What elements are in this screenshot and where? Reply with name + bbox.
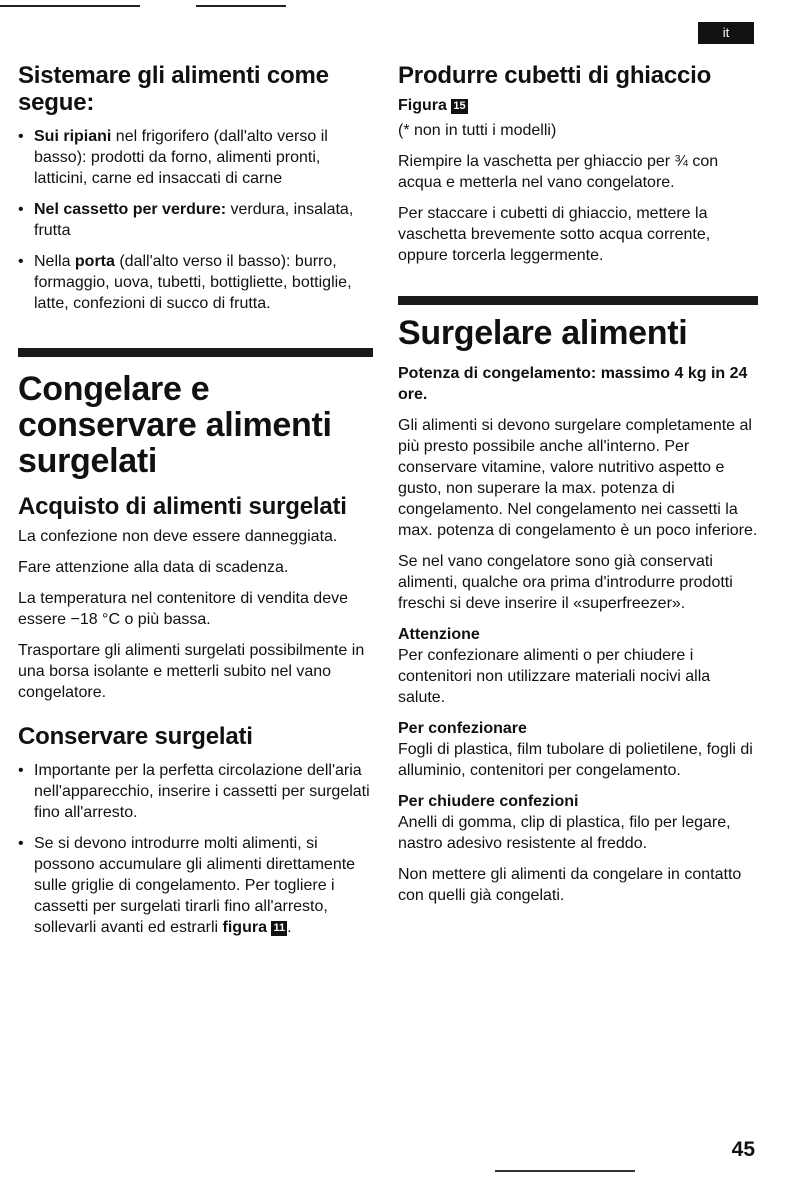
item-text: (dall'alto verso il basso): burro, formaggio, uova, tubetti, bottigliette, bottiglie, latte, confezioni di succo di frutta. xyxy=(34,253,352,312)
list-item xyxy=(18,833,373,938)
paragraph: La confezione non deve essere danneggiata. xyxy=(18,528,338,545)
paragraph: La temperatura nel contenitore di vendita deve essere −18 °C o più bassa. xyxy=(18,590,348,628)
page-number: 45 xyxy=(731,1138,755,1161)
figure-ref: figura xyxy=(222,919,267,936)
top-rule xyxy=(196,5,286,7)
model-note: (* non in tutti i modelli) xyxy=(398,122,557,139)
paragraph: Per confezionare alimenti o per chiudere i contenitori non utilizzare materiali nocivi alla salute. xyxy=(398,647,711,706)
power-title: Potenza di congelamento: massimo 4 kg in 24 ore. xyxy=(398,365,748,403)
paragraph: Se nel vano congelatore sono già conservati alimenti, qualche ora prima d'introdurre prodotti freschi si deve inserire il «superfreezer». xyxy=(398,553,733,612)
freeze-title: Surgelare alimenti xyxy=(398,314,688,352)
item-text: Se si devono introdurre molti alimenti, si possono accumulare gli alimenti direttamente sulle griglie di congelamento. Per togliere i cassetti per surgelati tirarli fino all'arresto, sollevarli avanti ed estrarli xyxy=(34,835,356,936)
figure-badge: 15 xyxy=(453,100,466,112)
section-divider xyxy=(398,296,758,305)
paragraph: Per staccare i cubetti di ghiaccio, mettere la vaschetta brevemente sotto acqua corrente, oppure torcerla leggermente. xyxy=(398,205,711,264)
item-bold: porta xyxy=(74,253,115,270)
paragraph: Gli alimenti si devono surgelare completamente al più presto possibile anche all'interno. Per conservare vitamine, valore nutritivo aspetto e gusto, non superare la max. potenza di congelamento. Nel congelamento nei cassetti la max. potenza di congelamento è un poco inferiore. xyxy=(398,417,758,539)
list-item xyxy=(18,199,373,241)
bottom-rule xyxy=(495,1170,635,1172)
right-column xyxy=(398,62,758,906)
main-title: Congelare e conservare alimenti surgelati xyxy=(18,370,332,480)
item-prefix: Nella xyxy=(34,253,75,270)
section-title-storage: Sistemare gli alimenti come segue: xyxy=(18,62,329,116)
storage-list xyxy=(18,126,373,314)
section-title-purchase: Acquisto di alimenti surgelati xyxy=(18,493,347,520)
item-text: nel frigorifero (dall'alto verso il basso): prodotti da forno, alimenti pronti, latticini, carne ed insaccati di carne xyxy=(34,128,328,187)
item-bold: Nel cassetto per verdure: xyxy=(34,201,227,218)
item-text: verdura, insalata, frutta xyxy=(34,201,354,239)
left-column xyxy=(18,62,373,938)
close-title: Per chiudere confezioni xyxy=(398,793,579,810)
paragraph: Fare attenzione alla data di scadenza. xyxy=(18,559,289,576)
item-end: . xyxy=(287,919,292,936)
list-item xyxy=(18,251,373,314)
language-tab: it xyxy=(698,22,754,44)
item-text: Importante per la perfetta circolazione dell'aria nell'apparecchio, inserire i cassetti per surgelati fino all'arresto. xyxy=(34,762,370,821)
attention-title: Attenzione xyxy=(398,626,480,643)
section-divider xyxy=(18,348,373,357)
figure-badge: 11 xyxy=(273,922,286,934)
pack-title: Per confezionare xyxy=(398,720,527,737)
figure-ref: Figura xyxy=(398,97,447,114)
paragraph: Anelli di gomma, clip di plastica, filo per legare, nastro adesivo resistente al freddo. xyxy=(398,814,731,852)
paragraph: Fogli di plastica, film tubolare di polietilene, fogli di alluminio, contenitori per congelamento. xyxy=(398,741,753,779)
section-title-keep: Conservare surgelati xyxy=(18,723,253,750)
list-item xyxy=(18,126,373,189)
item-bold: Sui ripiani xyxy=(34,128,112,145)
top-rule xyxy=(0,5,140,7)
paragraph: Non mettere gli alimenti da congelare in contatto con quelli già congelati. xyxy=(398,866,742,904)
keep-list xyxy=(18,760,373,938)
figure-label xyxy=(398,95,758,116)
section-title-ice: Produrre cubetti di ghiaccio xyxy=(398,62,712,89)
paragraph: Riempire la vaschetta per ghiaccio per ¾ con acqua e metterla nel vano congelatore. xyxy=(398,153,719,191)
paragraph: Trasportare gli alimenti surgelati possibilmente in una borsa isolante e metterli subito nel vano congelatore. xyxy=(18,642,365,701)
list-item xyxy=(18,760,373,823)
